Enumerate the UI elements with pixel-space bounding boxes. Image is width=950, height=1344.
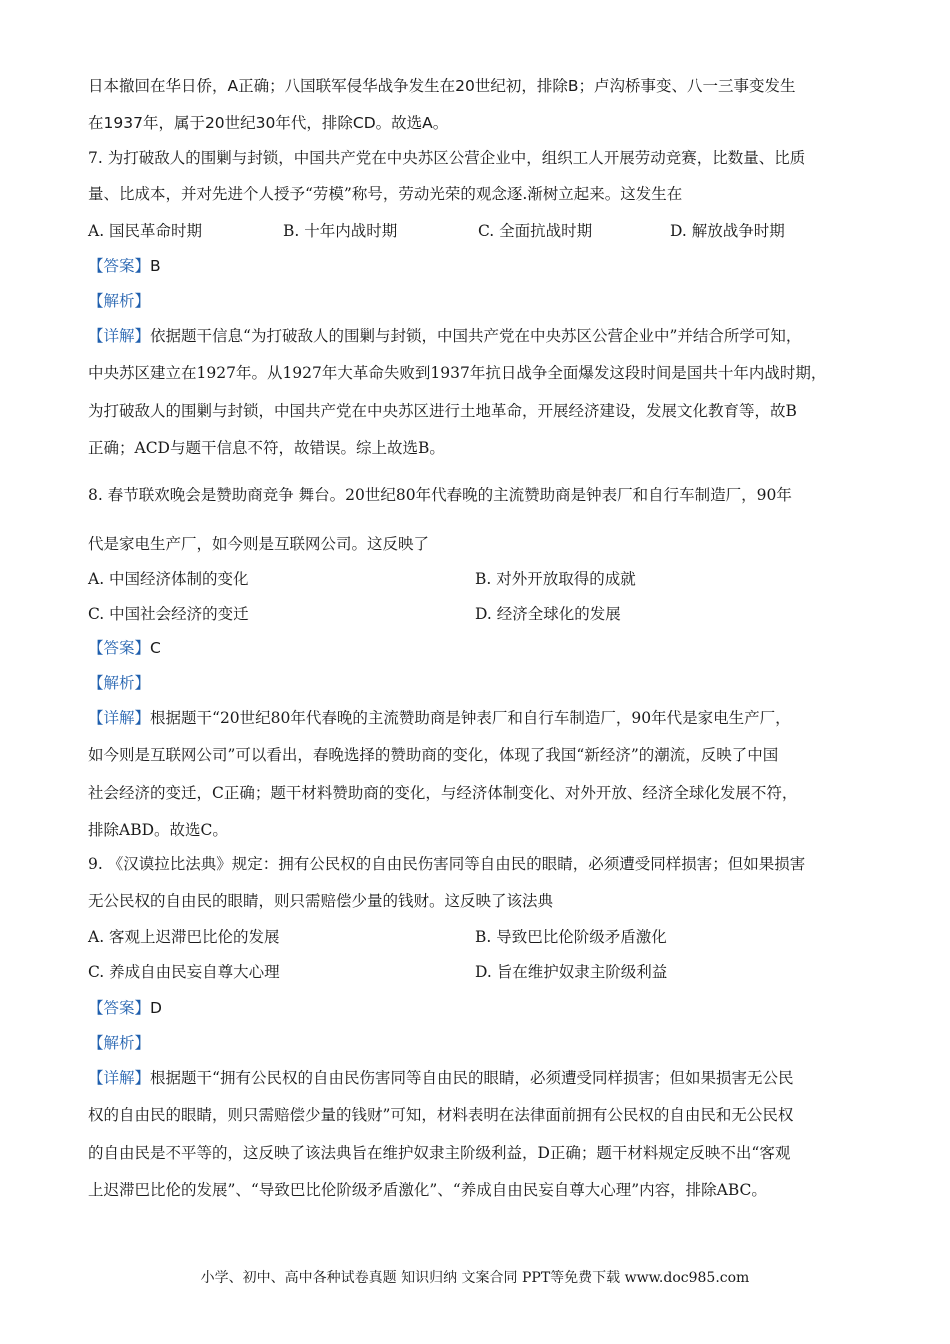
question-9-detail — [88, 1068, 793, 1088]
question-9-detail: 权的自由民的眼睛，则只需赔偿少量的钱财”可知，材料表明在法律面前拥有公民权的自由民和无公民权 — [88, 1106, 794, 1124]
question-9-option-a: A. 客观上迟滞巴比伦的发展 — [88, 928, 280, 946]
question-8-detail — [88, 708, 791, 728]
question-7-analysis-tag: 【解析】 — [88, 292, 151, 310]
question-9-option-c: C. 养成自由民妄自尊大心理 — [88, 963, 280, 981]
question-7-stem: 量、比成本，并对先进个人授予“劳模”称号，劳动光荣的观念逐.渐树立起来。这发生在 — [88, 185, 683, 203]
answer-tag: 【答案】 — [88, 639, 151, 657]
text-line: 日本撤回在华日侨，A正确；八国联军侵华战争发生在20世纪初，排除B；卢沟桥事变、八一三事变发生 — [88, 77, 796, 95]
answer-value: D — [150, 999, 162, 1017]
question-8-option-b: B. 对外开放取得的成就 — [475, 570, 636, 588]
detail-text: 根据题干“20世纪80年代春晚的主流赞助商是钟表厂和自行车制造厂，90年代是家电生产厂， — [150, 709, 791, 727]
question-8-stem: 代是家电生产厂，如今则是互联网公司。这反映了 — [88, 535, 430, 553]
answer-value: B — [150, 257, 161, 275]
question-9-detail: 的自由民是不平等的，这反映了该法典旨在维护奴隶主阶级利益，D正确；题干材料规定反映不出“客观 — [88, 1144, 791, 1162]
question-7-detail — [88, 326, 801, 346]
question-7-detail: 为打破敌人的围剿与封锁，中国共产党在中央苏区进行土地革命，开展经济建设，发展文化教育等，故B — [88, 402, 797, 420]
page-footer: 小学、初中、高中各种试卷真题 知识归纳 文案合同 PPT等免费下载 www.doc985.com — [200, 1270, 750, 1286]
question-9-answer — [88, 998, 162, 1018]
question-8-analysis-tag: 【解析】 — [88, 674, 151, 692]
answer-value: C — [150, 639, 161, 657]
answer-tag: 【答案】 — [88, 257, 151, 275]
question-7-detail: 中央苏区建立在1927年。从1927年大革命失败到1937年抗日战争全面爆发这段时间是国共十年内战时期， — [88, 364, 827, 382]
question-7-option-d: D. 解放战争时期 — [670, 222, 785, 240]
detail-text: 根据题干“拥有公民权的自由民伤害同等自由民的眼睛，必须遭受同样损害；但如果损害无公民 — [150, 1069, 794, 1087]
question-7-answer — [88, 256, 161, 276]
question-7-option-a: A. 国民革命时期 — [88, 222, 203, 240]
question-7-option-c: C. 全面抗战时期 — [478, 222, 593, 240]
question-9-stem: 9. 《汉谟拉比法典》规定：拥有公民权的自由民伤害同等自由民的眼睛，必须遭受同样损害；但如果损害 — [88, 855, 806, 873]
text-line: 在1937年，属于20世纪30年代，排除CD。故选A。 — [88, 114, 449, 132]
question-8-option-a: A. 中国经济体制的变化 — [88, 570, 249, 588]
question-9-option-d: D. 旨在维护奴隶主阶级利益 — [475, 963, 668, 981]
detail-tag: 【详解】 — [88, 327, 151, 345]
question-7-detail: 正确；ACD与题干信息不符，故错误。综上故选B。 — [88, 439, 445, 457]
question-8-answer — [88, 638, 161, 658]
question-8-detail: 排除ABD。故选C。 — [88, 821, 228, 839]
detail-text: 依据题干信息“为打破敌人的围剿与封锁，中国共产党在中央苏区公营企业中”并结合所学可知， — [150, 327, 802, 345]
question-9-detail: 上迟滞巴比伦的发展”、“导致巴比伦阶级矛盾激化”、“养成自由民妄自尊大心理”内容，排除ABC。 — [88, 1181, 767, 1199]
question-7-stem: 7. 为打破敌人的围剿与封锁，中国共产党在中央苏区公营企业中，组织工人开展劳动竞赛，比数量、比质 — [88, 149, 806, 167]
question-8-stem: 8. 春节联欢晚会是赞助商竞争 舞台。20世纪80年代春晚的主流赞助商是钟表厂和自行车制造厂，90年 — [88, 486, 792, 504]
question-8-option-d: D. 经济全球化的发展 — [475, 605, 621, 623]
detail-tag: 【详解】 — [88, 709, 151, 727]
question-7-option-b: B. 十年内战时期 — [283, 222, 398, 240]
question-9-stem: 无公民权的自由民的眼睛，则只需赔偿少量的钱财。这反映了该法典 — [88, 892, 554, 910]
question-9-analysis-tag: 【解析】 — [88, 1034, 151, 1052]
question-8-detail: 社会经济的变迁，C正确；题干材料赞助商的变化，与经济体制变化、对外开放、经济全球化发展不符， — [88, 784, 798, 802]
question-8-option-c: C. 中国社会经济的变迁 — [88, 605, 249, 623]
question-8-detail: 如今则是互联网公司”可以看出，春晚选择的赞助商的变化，体现了我国“新经济”的潮流，反映了中国 — [88, 746, 779, 764]
detail-tag: 【详解】 — [88, 1069, 151, 1087]
question-9-option-b: B. 导致巴比伦阶级矛盾激化 — [475, 928, 667, 946]
answer-tag: 【答案】 — [88, 999, 151, 1017]
